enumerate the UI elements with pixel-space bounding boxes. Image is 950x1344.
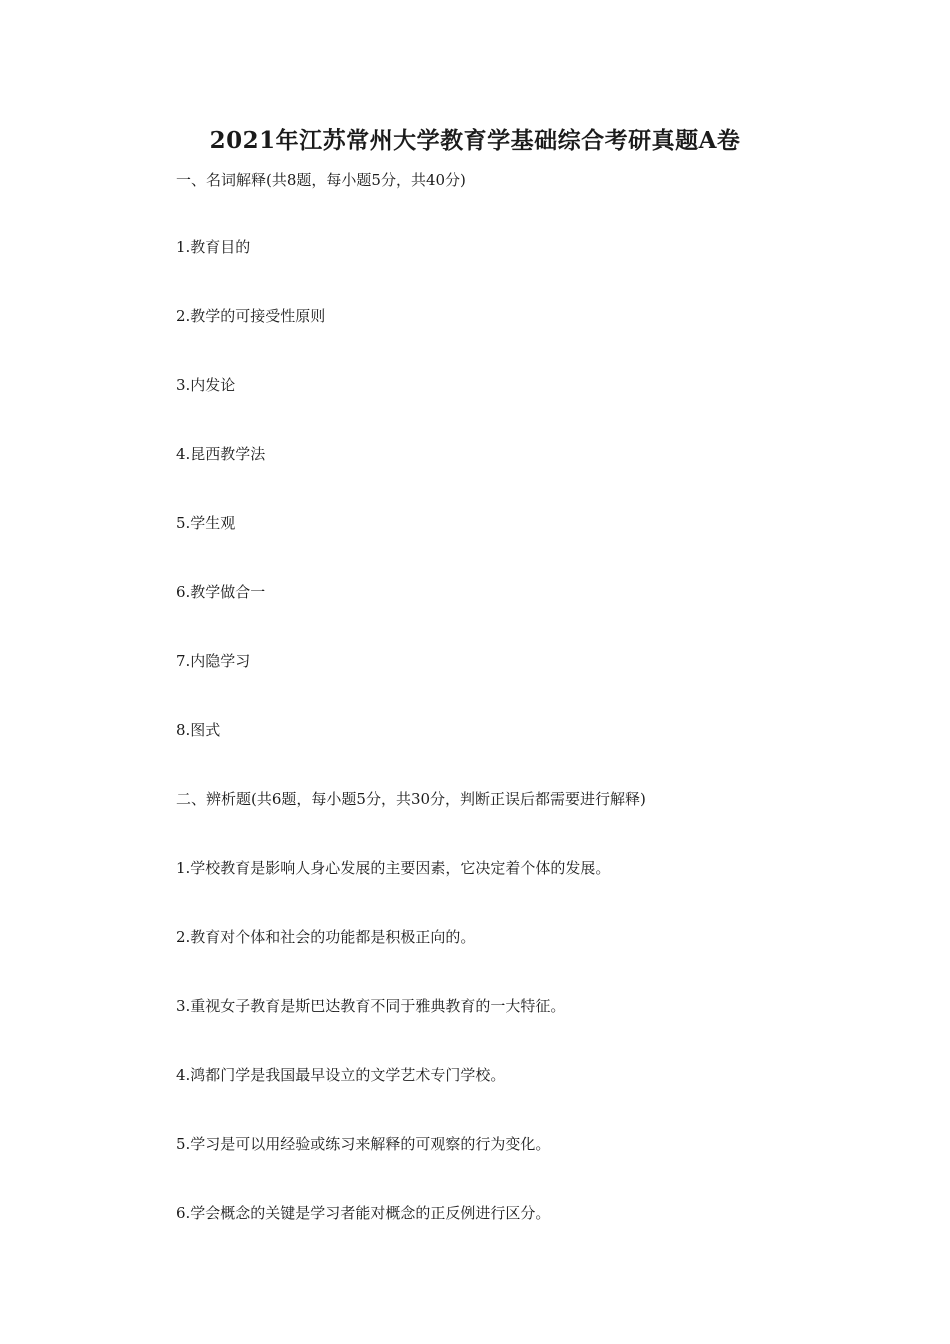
- section1-item: 2.教学的可接受性原则: [176, 307, 326, 325]
- section2-item: 4.鸿都门学是我国最早设立的文学艺术专门学校。: [176, 1066, 506, 1084]
- section1-item: 7.内隐学习: [176, 652, 251, 670]
- section2-item: 3.重视女子教育是斯巴达教育不同于雅典教育的一大特征。: [176, 997, 566, 1015]
- section1-item: 4.昆西教学法: [176, 445, 266, 463]
- section1-item: 8.图式: [176, 721, 221, 739]
- section1-item: 1.教育目的: [176, 238, 251, 256]
- section2-item: 1.学校教育是影响人身心发展的主要因素，它决定着个体的发展。: [176, 859, 611, 877]
- section1-heading: 一、名词解释(共8题，每小题5分，共40分): [176, 171, 466, 189]
- section2-heading: 二、辨析题(共6题，每小题5分，共30分，判断正误后都需要进行解释): [176, 790, 646, 808]
- section1-item: 5.学生观: [176, 514, 236, 532]
- section1-item: 6.教学做合一: [176, 583, 266, 601]
- section2-item: 2.教育对个体和社会的功能都是积极正向的。: [176, 928, 476, 946]
- section1-item: 3.内发论: [176, 376, 236, 394]
- section2-item: 5.学习是可以用经验或练习来解释的可观察的行为变化。: [176, 1135, 551, 1153]
- section2-item: 6.学会概念的关键是学习者能对概念的正反例进行区分。: [176, 1204, 551, 1222]
- page-title: 2021年江苏常州大学教育学基础综合考研真题A卷: [209, 127, 741, 154]
